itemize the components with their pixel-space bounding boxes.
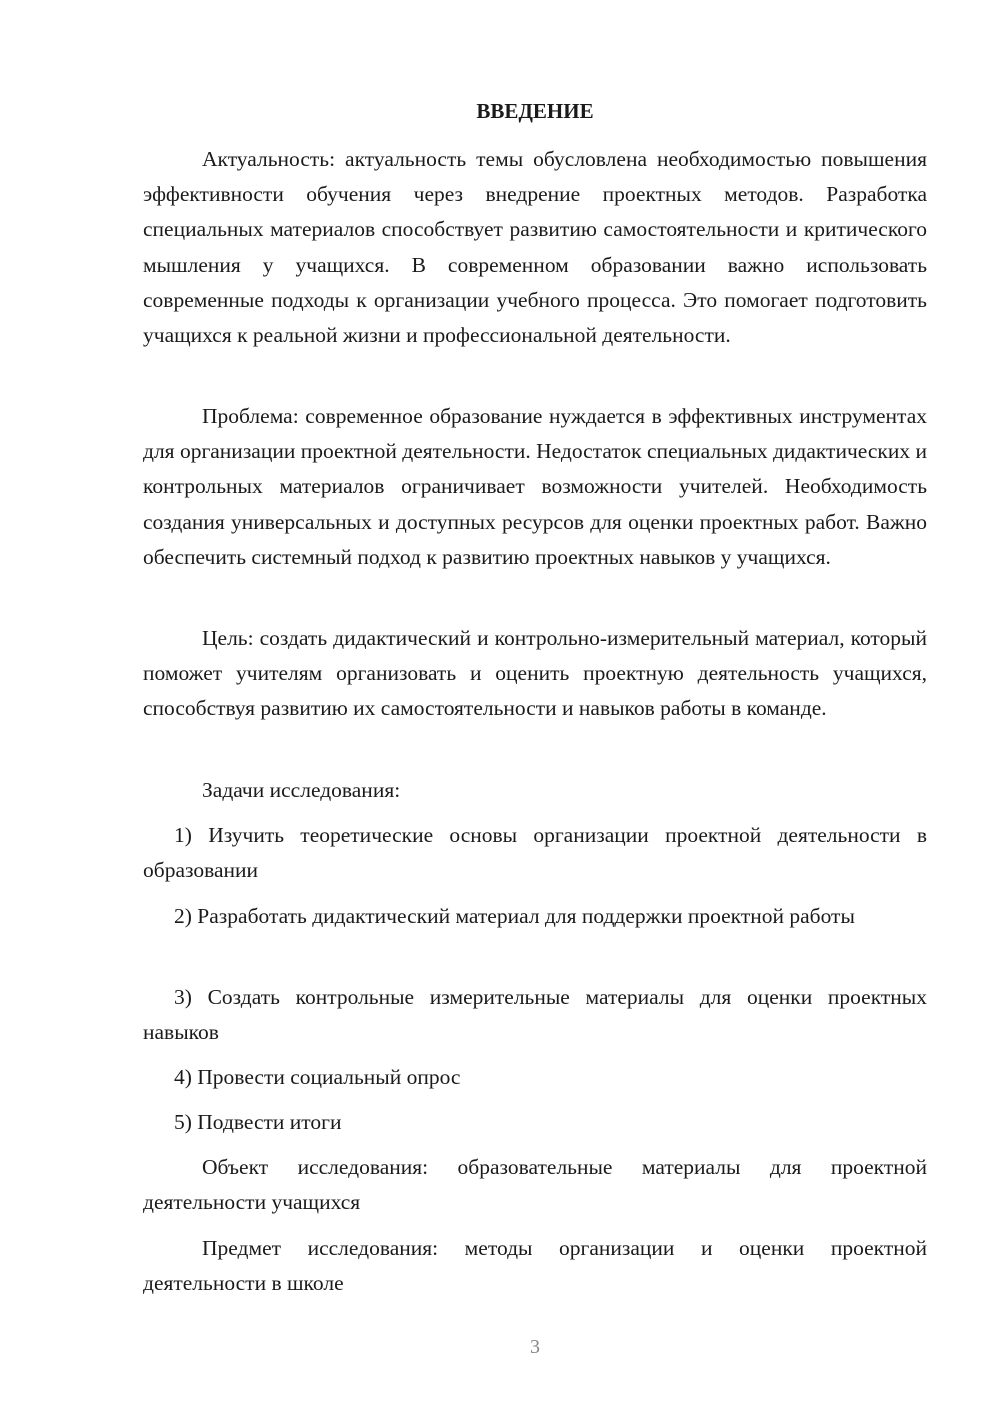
problem-paragraph: Проблема: современное образование нуждается в эффективных инструментах для организации проектной деятельности. Недостаток специальных дидактических и контрольных материалов ограничивает возможности учителей. Необходимость создания универсальных и доступных ресурсов для оценки проектных работ. Важно обеспечить системный подход к развитию проектных навыков у учащихся. bbox=[143, 404, 927, 569]
task-item-1: 1) Изучить теоретические основы организации проектной деятельности в образовании bbox=[143, 823, 927, 883]
relevance-paragraph: Актуальность: актуальность темы обусловлена необходимостью повышения эффективности обучения через внедрение проектных методов. Разработка специальных материалов способствует развитию самостоятельности и критического мышления у учащихся. В современном образовании важно использовать современные подходы к организации учебного процесса. Это помогает подготовить учащихся к реальной жизни и профессиональной деятельности. bbox=[143, 147, 927, 348]
task-item-4: 4) Провести социальный опрос bbox=[174, 1065, 461, 1089]
task-item-5: 5) Подвести итоги bbox=[174, 1110, 342, 1134]
task-item-2: 2) Разработать дидактический материал для поддержки проектной работы bbox=[174, 904, 855, 928]
goal-paragraph: Цель: создать дидактический и контрольно-измерительный материал, который поможет учителям организовать и оценить проектную деятельность учащихся, способствуя развитию их самостоятельности и навыков работы в команде. bbox=[143, 626, 927, 721]
page-title: ВВЕДЕНИЕ bbox=[476, 99, 594, 123]
tasks-heading: Задачи исследования: bbox=[202, 778, 401, 802]
subject-paragraph: Предмет исследования: методы организации и оценки проектной деятельности в школе bbox=[143, 1236, 927, 1296]
task-item-3: 3) Создать контрольные измерительные материалы для оценки проектных навыков bbox=[143, 985, 927, 1045]
object-paragraph: Объект исследования: образовательные материалы для проектной деятельности учащихся bbox=[143, 1155, 927, 1215]
page-number: 3 bbox=[530, 1336, 540, 1358]
